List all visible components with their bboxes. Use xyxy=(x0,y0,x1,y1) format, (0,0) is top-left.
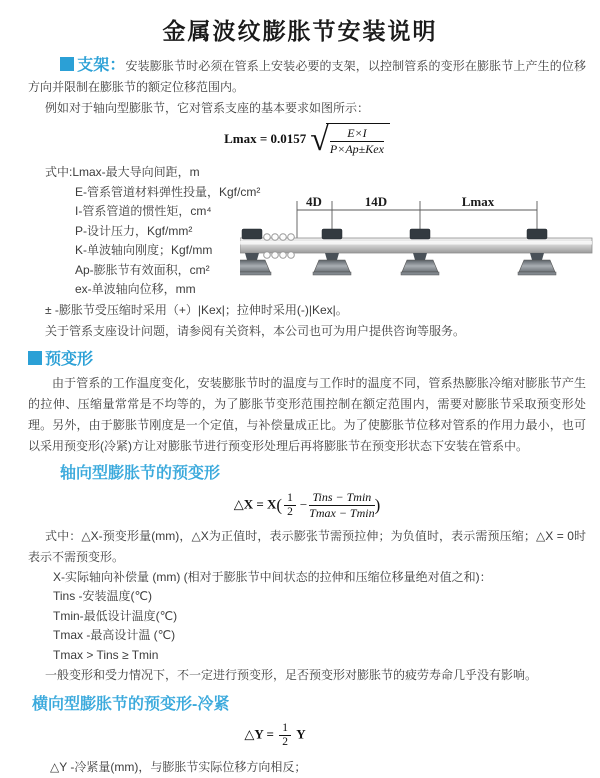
lmax-formula-denominator: P×Ap±Kex xyxy=(329,142,384,156)
document-page xyxy=(0,13,600,774)
support-intro-paragraph xyxy=(28,55,586,98)
lateral-note-line: △Y -冷紧量(mm)，与膨胀节实际位移方向相反； xyxy=(50,760,307,774)
lateral-predeform-formula xyxy=(0,722,554,749)
axial-definition-line: Tins -安装温度(℃) xyxy=(53,589,153,603)
sqrt-radical-icon: √ xyxy=(310,121,329,158)
section-marker-icon xyxy=(28,351,42,365)
lmax-formula-lhs: Lmax = 0.0157 xyxy=(224,130,307,146)
axial-closing-line: 一般变形和受力情况下，不一定进行预变形，足否预变形对膨胀节的疲劳寿命几乎没有影响。 xyxy=(45,668,538,682)
axial-definition-line: Tmax -最高设计温 (℃) xyxy=(53,628,176,642)
section-heading-predeform xyxy=(28,349,586,371)
definition-line: I-管系管道的惯性矩，cm⁴ xyxy=(75,204,212,218)
axial-definition-line: Tmin-最低设计温度(℃) xyxy=(53,608,178,623)
dim-label-14d: 14D xyxy=(364,194,388,209)
definition-line: E-管系管道材料弹性投量，Kgf/cm² xyxy=(75,184,261,199)
one-half-fraction: $\frac{1}{2}$ xyxy=(284,492,296,519)
temperature-fraction: $\frac{\text{Tins − Tmin}}{Tmax - Tmin}$ xyxy=(309,489,375,520)
dx-formula-prefix: △X = X xyxy=(233,495,277,511)
pipe-support-diagram xyxy=(240,193,600,293)
section-heading-support xyxy=(60,57,126,74)
dim-label-4d: 4D xyxy=(306,194,322,209)
section-marker-icon xyxy=(60,57,74,71)
lateral-predeform-heading: 横向型膨胀节的预变形-冷紧 xyxy=(32,696,230,713)
consulting-note-line: 关于管系支座设计问题，请参阅有关资料，本公司也可为用户提供咨询等服务。 xyxy=(45,323,466,338)
dy-formula-prefix: △Y = xyxy=(244,726,274,742)
axial-predeform-heading: 轴向型膨胀节的预变形 xyxy=(60,464,221,482)
definition-line: 式中:Lmax-最大导向间距，m xyxy=(45,165,200,179)
support-example-line: 例如对于轴向型膨胀节，它对管系支座的基本要求如图所示： xyxy=(45,101,370,115)
dy-formula-suffix: Y xyxy=(296,726,306,742)
definitions-and-diagram xyxy=(28,163,586,300)
definition-line: ex-单波轴向位移，mm xyxy=(75,282,196,296)
axial-definition-line: X-实际轴向补偿量 (mm) (相对于膨胀节中间状态的拉伸和压缩位移量绝对值之和)： xyxy=(53,569,492,584)
section-heading-support-label: 支架： xyxy=(77,57,126,74)
dx-formula-minus: − xyxy=(299,497,308,512)
document-content xyxy=(28,55,586,778)
page-title: 金属波纹膨胀节安装说明 xyxy=(162,18,438,44)
section-heading-predeform-label: 预变形 xyxy=(45,350,94,368)
definition-line: P-设计压力，Kgf/mm² xyxy=(75,223,193,238)
dim-label-lmax: Lmax xyxy=(461,194,495,209)
dx-formula-close-paren: ) xyxy=(374,495,381,514)
support-intro-text: 安装膨胀节时必须在管系上安装必要的支架，以控制管系的变形在膨胀节上产生的位移方向并限制在膨胀节的额定位移范围内。 xyxy=(28,59,586,94)
axial-explain-paragraph: 式中：△X-预变形量(mm)，△X为正值时，表示膨张节需预拉伸；为负值时，表示需预压缩；△X = 0时表示不需预变形。 xyxy=(28,528,586,564)
definition-line: K-单波轴向刚度；Kgf/mm xyxy=(75,243,213,257)
plusminus-note-line: ± -膨胀节受压缩时采用（+）|Kex|；拉伸时采用(-)|Kex|。 xyxy=(45,302,348,317)
sqrt-radicand xyxy=(326,123,390,157)
one-half-fraction: $\frac{1}{2}$ xyxy=(279,722,291,749)
lmax-formula xyxy=(28,123,586,157)
definition-line: Ap-膨胀节有效面积，cm² xyxy=(75,262,210,277)
predeform-body-paragraph: 由于管系的工作温度变化，安装膨胀节时的温度与工作时的温度不同，管系热膨胀冷缩对膨胀节产生的拉伸、压缩量常常是不均等的，为了膨胀节变形范围控制在额定范围内，需要对膨胀节采取预变形处理。另外，由于膨胀节刚度是一个定值，与补偿量成正比。为了使膨胀节位移对管系的作用力最小，也可以采用预变形(冷紧)方让对膨胀节进行预变形处理后再将膨胀节在预变形状态下安装在管系中。 xyxy=(28,375,586,453)
lmax-formula-numerator: E×I xyxy=(330,126,384,142)
axial-definition-line: Tmax > Tins ≥ Tmin xyxy=(53,647,159,662)
dx-formula-open-paren: ( xyxy=(276,495,283,514)
axial-predeform-formula xyxy=(28,490,586,521)
